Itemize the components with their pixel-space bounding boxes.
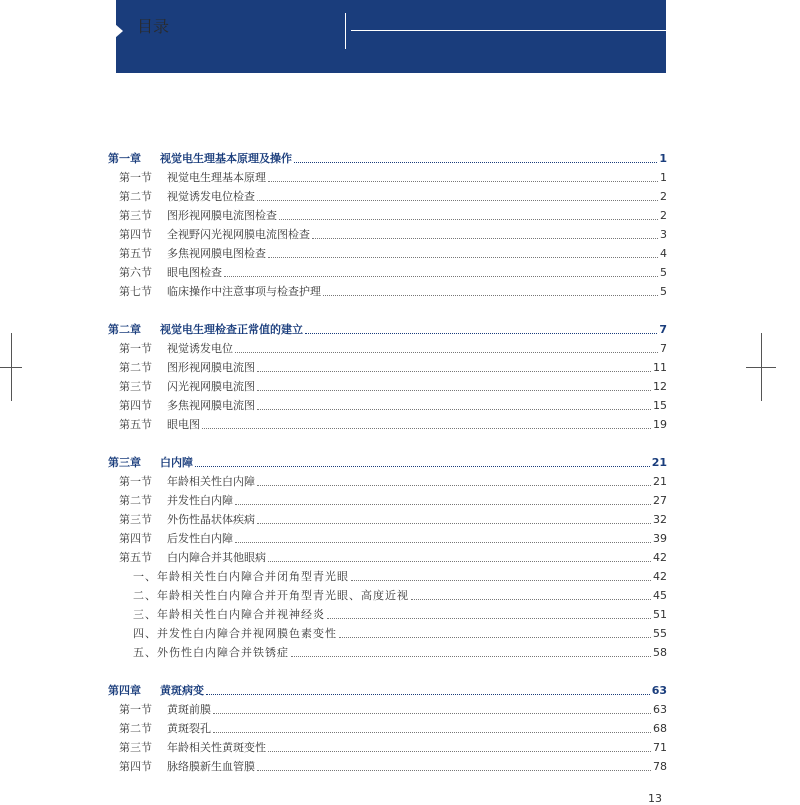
toc-section-row (119, 702, 667, 717)
toc-entry-number: 第六节 (119, 266, 152, 279)
toc-dot-leader (294, 162, 657, 163)
toc-entry-label (119, 342, 233, 356)
toc-entry-number: 第一节 (119, 171, 152, 184)
toc-entry-title: 图形视网膜电流图 (167, 361, 255, 374)
page-title: 目录 (137, 17, 170, 36)
toc-section-row (119, 360, 667, 375)
toc-entry-label (119, 266, 222, 280)
toc-dot-leader (351, 580, 651, 581)
toc-dot-leader (235, 504, 651, 505)
toc-subsection-row (133, 569, 667, 584)
toc-dot-leader (206, 694, 650, 695)
toc-entry-label (119, 532, 233, 546)
toc-section-row (119, 740, 667, 755)
toc-entry-title: 五、外伤性白内障合并铁锈症 (133, 646, 289, 659)
toc-dot-leader (257, 200, 658, 201)
toc-entry-title: 三、年龄相关性白内障合并视神经炎 (133, 608, 325, 621)
toc-entry-label (108, 456, 193, 470)
toc-entry-label (108, 152, 292, 166)
toc-page-number: 51 (653, 608, 667, 621)
toc-entry-label (119, 703, 211, 717)
toc-page-number: 2 (660, 190, 667, 203)
toc-entry-label (119, 380, 255, 394)
toc-page-number: 32 (653, 513, 667, 526)
toc-entry-number: 第五节 (119, 418, 152, 431)
toc-dot-leader (257, 770, 651, 771)
toc-section-row (119, 550, 667, 565)
toc-entry-title: 年龄相关性白内障 (167, 475, 255, 488)
toc-entry-title: 四、并发性白内障合并视网膜色素变性 (133, 627, 337, 640)
toc-entry-title: 白内障合并其他眼病 (167, 551, 266, 564)
toc-page-number: 2 (660, 209, 667, 222)
toc-dot-leader (224, 276, 658, 277)
toc-entry-label (119, 285, 321, 299)
toc-entry-title: 视觉电生理检查正常值的建立 (160, 323, 303, 336)
toc-entry-label (119, 171, 266, 185)
toc-entry-label (119, 228, 310, 242)
toc-dot-leader (257, 523, 651, 524)
toc-page-number: 63 (653, 703, 667, 716)
toc-entry-number: 第四节 (119, 532, 152, 545)
toc-entry-number: 第七节 (119, 285, 152, 298)
toc-dot-leader (323, 295, 658, 296)
toc-dot-leader (268, 181, 658, 182)
toc-section-row (119, 512, 667, 527)
toc-page-number: 42 (653, 551, 667, 564)
toc-entry-number: 第二章 (108, 323, 141, 336)
toc-dot-leader (202, 428, 651, 429)
toc-entry-number: 第四章 (108, 684, 141, 697)
toc-entry-number: 第四节 (119, 399, 152, 412)
toc-section-row (119, 265, 667, 280)
toc-entry-label (133, 646, 289, 660)
toc-dot-leader (305, 333, 657, 334)
toc-entry-title: 一、年龄相关性白内障合并闭角型青光眼 (133, 570, 349, 583)
toc-section-row (119, 493, 667, 508)
toc-dot-leader (268, 751, 651, 752)
toc-entry-title: 年龄相关性黄斑变性 (167, 741, 266, 754)
toc-entry-title: 外伤性晶状体疾病 (167, 513, 255, 526)
toc-entry-label (119, 361, 255, 375)
toc-subsection-row (133, 607, 667, 622)
toc-dot-leader (235, 352, 658, 353)
toc-entry-number: 第四节 (119, 760, 152, 773)
toc-dot-leader (268, 257, 658, 258)
toc-dot-leader (411, 599, 651, 600)
toc-entry-label (119, 399, 255, 413)
toc-page-number: 42 (653, 570, 667, 583)
toc-entry-number: 第一节 (119, 475, 152, 488)
toc-section-row (119, 246, 667, 261)
toc-dot-leader (257, 371, 651, 372)
toc-entry-title: 黄斑前膜 (167, 703, 211, 716)
toc-dot-leader (235, 542, 651, 543)
page-number: 13 (648, 792, 662, 805)
toc-entry-number: 第五节 (119, 247, 152, 260)
toc-entry-number: 第二节 (119, 190, 152, 203)
toc-page-number: 58 (653, 646, 667, 659)
toc-section-row (119, 474, 667, 489)
toc-page-number: 19 (653, 418, 667, 431)
toc-entry-label (119, 722, 211, 736)
toc-page-number: 27 (653, 494, 667, 507)
toc-entry-number: 第一章 (108, 152, 141, 165)
toc-entry-number: 第二节 (119, 361, 152, 374)
toc-entry-number: 第三节 (119, 380, 152, 393)
toc-subsection-row (133, 588, 667, 603)
toc-section-row (119, 531, 667, 546)
toc-dot-leader (213, 732, 651, 733)
toc-entry-number: 第三节 (119, 209, 152, 222)
toc-entry-label (119, 551, 266, 565)
toc-section-row (119, 379, 667, 394)
toc-entry-label (133, 608, 325, 622)
toc-chapter-row (108, 151, 667, 166)
toc-section-row (119, 759, 667, 774)
toc-entry-number: 第一节 (119, 342, 152, 355)
toc-section-row (119, 284, 667, 299)
toc-entry-number: 第二节 (119, 494, 152, 507)
toc-subsection-row (133, 645, 667, 660)
toc-entry-number: 第三节 (119, 741, 152, 754)
toc-page-number: 11 (653, 361, 667, 374)
toc-entry-label (119, 760, 255, 774)
toc-entry-number: 第二节 (119, 722, 152, 735)
toc-section-row (119, 170, 667, 185)
toc-entry-label (119, 513, 255, 527)
toc-entry-label (119, 418, 200, 432)
toc-entry-number: 第一节 (119, 703, 152, 716)
toc-entry-number: 第三节 (119, 513, 152, 526)
toc-entry-title: 后发性白内障 (167, 532, 233, 545)
toc-chapter-row (108, 683, 667, 698)
toc-page-number: 1 (660, 171, 667, 184)
toc-entry-label (119, 741, 266, 755)
toc-dot-leader (195, 466, 650, 467)
toc-subsection-row (133, 626, 667, 641)
toc-page-number: 3 (660, 228, 667, 241)
toc-entry-title: 黄斑病变 (160, 684, 204, 697)
toc-entry-label (119, 247, 266, 261)
toc-page-number: 5 (660, 266, 667, 279)
toc-entry-title: 图形视网膜电流图检查 (167, 209, 277, 222)
toc-entry-label (108, 323, 303, 337)
toc-entry-title: 视觉诱发电位检查 (167, 190, 255, 203)
toc-entry-title: 视觉电生理基本原理 (167, 171, 266, 184)
toc-page-number: 1 (659, 152, 667, 165)
toc-dot-leader (257, 485, 651, 486)
toc-dot-leader (257, 409, 651, 410)
toc-page-number: 71 (653, 741, 667, 754)
toc-entry-title: 全视野闪光视网膜电流图检查 (167, 228, 310, 241)
toc-entry-label (119, 209, 277, 223)
toc-entry-label (108, 684, 204, 698)
toc-section-row (119, 341, 667, 356)
toc-page-number: 7 (659, 323, 667, 336)
toc-entry-label (133, 589, 409, 603)
toc-dot-leader (279, 219, 658, 220)
toc-section-row (119, 721, 667, 736)
toc-section-row (119, 398, 667, 413)
toc-entry-title: 脉络膜新生血管膜 (167, 760, 255, 773)
toc-entry-title: 黄斑裂孔 (167, 722, 211, 735)
toc-section-row (119, 227, 667, 242)
toc-page-number: 21 (651, 456, 667, 469)
toc-page-number: 63 (651, 684, 667, 697)
toc-chapter-row (108, 455, 667, 470)
toc-entry-title: 眼电图 (167, 418, 200, 431)
toc-entry-title: 临床操作中注意事项与检查护理 (167, 285, 321, 298)
toc-dot-leader (291, 656, 651, 657)
toc-entry-label (119, 190, 255, 204)
toc-dot-leader (312, 238, 658, 239)
toc-page-number: 12 (653, 380, 667, 393)
toc-entry-title: 二、年龄相关性白内障合并开角型青光眼、高度近视 (133, 589, 409, 602)
toc-entry-title: 视觉诱发电位 (167, 342, 233, 355)
toc-page-number: 45 (653, 589, 667, 602)
toc-entry-title: 白内障 (160, 456, 193, 469)
toc-page-number: 78 (653, 760, 667, 773)
toc-entry-label (119, 494, 233, 508)
toc-entry-title: 闪光视网膜电流图 (167, 380, 255, 393)
toc-entry-label (119, 475, 255, 489)
toc-page-number: 5 (660, 285, 667, 298)
toc-entry-number: 第四节 (119, 228, 152, 241)
toc-section-row (119, 189, 667, 204)
toc-dot-leader (339, 637, 651, 638)
toc-dot-leader (268, 561, 651, 562)
toc-dot-leader (257, 390, 651, 391)
toc-page-number: 15 (653, 399, 667, 412)
toc-page-number: 68 (653, 722, 667, 735)
toc-page-number: 55 (653, 627, 667, 640)
toc-dot-leader (213, 713, 651, 714)
toc-dot-leader (327, 618, 651, 619)
toc-page-number: 7 (660, 342, 667, 355)
toc-page-number: 39 (653, 532, 667, 545)
toc-page-number: 21 (653, 475, 667, 488)
toc-entry-label (133, 570, 349, 584)
toc-section-row (119, 417, 667, 432)
toc-entry-title: 多焦视网膜电图检查 (167, 247, 266, 260)
toc-entry-number: 第三章 (108, 456, 141, 469)
toc-section-row (119, 208, 667, 223)
toc-entry-title: 视觉电生理基本原理及操作 (160, 152, 292, 165)
toc-entry-title: 并发性白内障 (167, 494, 233, 507)
toc-chapter-row (108, 322, 667, 337)
toc-entry-title: 眼电图检查 (167, 266, 222, 279)
toc-entry-number: 第五节 (119, 551, 152, 564)
toc-page-number: 4 (660, 247, 667, 260)
toc-entry-label (133, 627, 337, 641)
toc-entry-title: 多焦视网膜电流图 (167, 399, 255, 412)
